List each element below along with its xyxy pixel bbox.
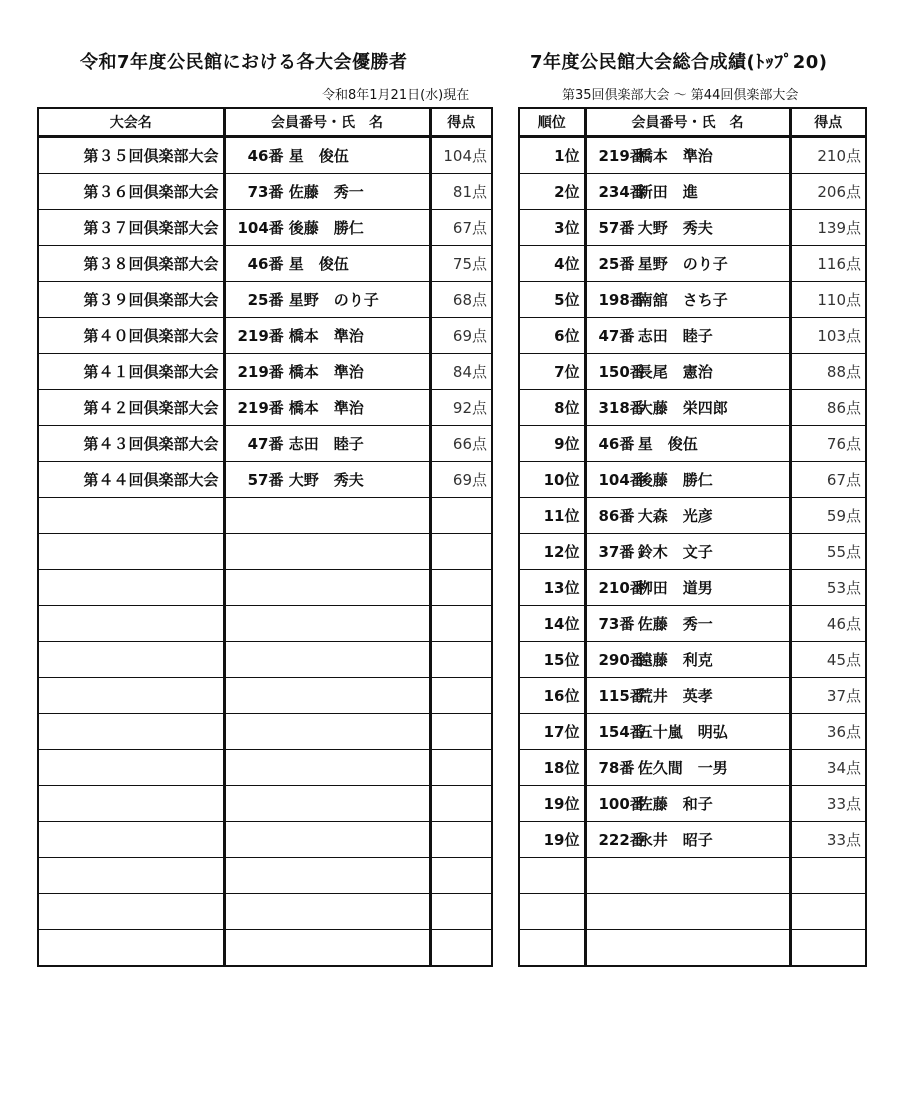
- member-cell: [224, 390, 430, 426]
- score-cell: 33点: [790, 822, 866, 858]
- table-row: [519, 282, 866, 318]
- empty-row: [38, 498, 492, 534]
- member-number: 154番: [598, 723, 645, 741]
- header-rank: 順位: [519, 108, 585, 137]
- empty-row: [38, 894, 492, 930]
- member-name: 遠藤 利克: [637, 651, 713, 669]
- rank-cell: 3位: [519, 210, 585, 246]
- member-name: 星 俊伍: [637, 435, 698, 453]
- member-cell: [224, 318, 430, 354]
- score-cell: 34点: [790, 750, 866, 786]
- member-cell: [585, 642, 790, 678]
- score-cell: 69点: [430, 318, 492, 354]
- rank-cell: 7位: [519, 354, 585, 390]
- score-cell: 88点: [790, 354, 866, 390]
- empty-cell: [224, 534, 430, 570]
- member-cell: [585, 534, 790, 570]
- score-cell: 104点: [430, 137, 492, 174]
- empty-cell: [585, 858, 790, 894]
- empty-cell: [430, 930, 492, 967]
- member-name: 佐藤 秀一: [288, 183, 364, 201]
- table-row: [38, 210, 492, 246]
- right-range-note: 第35回倶楽部大会 〜 第44回倶楽部大会: [562, 88, 799, 103]
- empty-row: [38, 606, 492, 642]
- score-cell: 116点: [790, 246, 866, 282]
- table-row: [519, 174, 866, 210]
- member-number: 46番: [247, 147, 284, 165]
- member-name: 大野 秀夫: [288, 471, 364, 489]
- table-row: [519, 570, 866, 606]
- member-name: 星野 のり子: [637, 255, 728, 273]
- table-row: [38, 137, 492, 174]
- member-cell: [585, 354, 790, 390]
- member-name: 志田 睦子: [637, 327, 713, 345]
- empty-cell: [224, 930, 430, 967]
- score-cell: 66点: [430, 426, 492, 462]
- empty-cell: [430, 858, 492, 894]
- overall-ranking-table: [518, 107, 867, 967]
- member-cell: [224, 246, 430, 282]
- rank-cell: 13位: [519, 570, 585, 606]
- member-name: 栁田 道男: [637, 579, 713, 597]
- empty-cell: [790, 894, 866, 930]
- table-row: [38, 462, 492, 498]
- rank-cell: 17位: [519, 714, 585, 750]
- member-cell: [224, 174, 430, 210]
- winners-table: [37, 107, 493, 967]
- competition-name: 第４３回倶楽部大会: [38, 426, 224, 462]
- table-row: [519, 318, 866, 354]
- empty-cell: [224, 858, 430, 894]
- table-row: [519, 714, 866, 750]
- member-number: 25番: [598, 255, 635, 273]
- member-cell: [585, 462, 790, 498]
- member-name: 橋本 準治: [637, 147, 713, 165]
- score-cell: 69点: [430, 462, 492, 498]
- rank-cell: 18位: [519, 750, 585, 786]
- rank-cell: 16位: [519, 678, 585, 714]
- member-number: 37番: [598, 543, 635, 561]
- table-row: [519, 822, 866, 858]
- empty-row: [38, 678, 492, 714]
- empty-cell: [38, 786, 224, 822]
- winners-table-header: [38, 108, 492, 137]
- table-row: [519, 246, 866, 282]
- rank-cell: 19位: [519, 786, 585, 822]
- empty-cell: [224, 678, 430, 714]
- table-row: [519, 750, 866, 786]
- score-cell: 92点: [430, 390, 492, 426]
- header-competition: 大会名: [38, 108, 224, 137]
- member-cell: [585, 678, 790, 714]
- member-number: 47番: [247, 435, 284, 453]
- member-number: 73番: [247, 183, 284, 201]
- empty-cell: [224, 714, 430, 750]
- member-cell: [585, 750, 790, 786]
- member-cell: [224, 462, 430, 498]
- score-cell: 37点: [790, 678, 866, 714]
- empty-cell: [38, 570, 224, 606]
- empty-cell: [224, 750, 430, 786]
- table-row: [38, 354, 492, 390]
- member-number: 57番: [598, 219, 635, 237]
- empty-cell: [38, 858, 224, 894]
- empty-cell: [38, 606, 224, 642]
- member-cell: [224, 426, 430, 462]
- member-number: 78番: [598, 759, 635, 777]
- score-cell: 75点: [430, 246, 492, 282]
- member-cell: [585, 137, 790, 174]
- member-cell: [585, 246, 790, 282]
- empty-cell: [224, 894, 430, 930]
- score-cell: 46点: [790, 606, 866, 642]
- table-row: [519, 137, 866, 174]
- member-cell: [224, 210, 430, 246]
- rank-cell: 6位: [519, 318, 585, 354]
- table-row: [519, 390, 866, 426]
- empty-cell: [38, 822, 224, 858]
- empty-cell: [224, 822, 430, 858]
- member-name: 新田 進: [637, 183, 698, 201]
- competition-name: 第３５回倶楽部大会: [38, 137, 224, 174]
- member-cell: [224, 354, 430, 390]
- empty-row: [38, 930, 492, 967]
- right-title: 7年度公民館大会総合成績(ﾄｯﾌﾟ20): [530, 52, 828, 73]
- member-number: 25番: [247, 291, 284, 309]
- member-name: 佐久間 一男: [637, 759, 728, 777]
- competition-name: 第３９回倶楽部大会: [38, 282, 224, 318]
- rank-cell: 5位: [519, 282, 585, 318]
- rank-cell: 15位: [519, 642, 585, 678]
- rank-cell: 1位: [519, 137, 585, 174]
- empty-row: [38, 858, 492, 894]
- header-member: 会員番号・氏 名: [224, 108, 430, 137]
- score-cell: 86点: [790, 390, 866, 426]
- member-name: 永井 昭子: [637, 831, 713, 849]
- score-cell: 103点: [790, 318, 866, 354]
- empty-row: [38, 786, 492, 822]
- table-row: [519, 786, 866, 822]
- table-row: [38, 318, 492, 354]
- member-name: 橋本 準治: [288, 363, 364, 381]
- member-number: 210番: [598, 579, 645, 597]
- empty-row: [38, 534, 492, 570]
- score-cell: 110点: [790, 282, 866, 318]
- table-row: [519, 534, 866, 570]
- member-number: 46番: [598, 435, 635, 453]
- member-number: 318番: [598, 399, 645, 417]
- member-name: 大森 光彦: [637, 507, 713, 525]
- empty-cell: [224, 498, 430, 534]
- empty-cell: [430, 750, 492, 786]
- empty-cell: [790, 858, 866, 894]
- competition-name: 第３７回倶楽部大会: [38, 210, 224, 246]
- member-number: 219番: [237, 327, 284, 345]
- empty-cell: [790, 930, 866, 967]
- member-cell: [585, 426, 790, 462]
- empty-cell: [38, 498, 224, 534]
- score-cell: 67点: [790, 462, 866, 498]
- score-cell: 206点: [790, 174, 866, 210]
- table-row: [38, 174, 492, 210]
- rank-cell: 8位: [519, 390, 585, 426]
- score-cell: 59点: [790, 498, 866, 534]
- empty-cell: [224, 606, 430, 642]
- member-name: 南舘 さち子: [637, 291, 728, 309]
- empty-cell: [585, 930, 790, 967]
- rank-cell: 19位: [519, 822, 585, 858]
- rank-cell: 14位: [519, 606, 585, 642]
- empty-cell: [38, 642, 224, 678]
- member-name: 長尾 憲治: [637, 363, 713, 381]
- score-cell: 84点: [430, 354, 492, 390]
- member-cell: [585, 714, 790, 750]
- empty-cell: [224, 642, 430, 678]
- rank-cell: 9位: [519, 426, 585, 462]
- score-cell: 36点: [790, 714, 866, 750]
- table-row: [38, 390, 492, 426]
- empty-cell: [430, 714, 492, 750]
- empty-cell: [430, 822, 492, 858]
- member-cell: [585, 822, 790, 858]
- member-cell: [585, 174, 790, 210]
- competition-name: 第４４回倶楽部大会: [38, 462, 224, 498]
- empty-cell: [38, 894, 224, 930]
- empty-cell: [519, 858, 585, 894]
- member-number: 198番: [598, 291, 645, 309]
- score-cell: 68点: [430, 282, 492, 318]
- member-name: 佐藤 和子: [637, 795, 713, 813]
- score-cell: 55点: [790, 534, 866, 570]
- empty-cell: [519, 930, 585, 967]
- table-row: [519, 678, 866, 714]
- table-row: [519, 426, 866, 462]
- member-number: 234番: [598, 183, 645, 201]
- member-cell: [224, 137, 430, 174]
- score-cell: 67点: [430, 210, 492, 246]
- empty-cell: [430, 606, 492, 642]
- empty-cell: [38, 534, 224, 570]
- table-row: [38, 426, 492, 462]
- member-name: 鈴木 文子: [637, 543, 713, 561]
- member-number: 150番: [598, 363, 645, 381]
- empty-row: [38, 750, 492, 786]
- empty-cell: [519, 894, 585, 930]
- table-row: [519, 498, 866, 534]
- rank-cell: 11位: [519, 498, 585, 534]
- empty-cell: [430, 678, 492, 714]
- left-title: 令和7年度公民館における各大会優勝者: [80, 52, 408, 73]
- member-number: 222番: [598, 831, 645, 849]
- member-cell: [585, 570, 790, 606]
- empty-cell: [224, 570, 430, 606]
- member-name: 五十嵐 明弘: [637, 723, 728, 741]
- rank-cell: 10位: [519, 462, 585, 498]
- member-cell: [585, 390, 790, 426]
- member-cell: [585, 498, 790, 534]
- member-name: 志田 睦子: [288, 435, 364, 453]
- score-cell: 76点: [790, 426, 866, 462]
- empty-cell: [38, 930, 224, 967]
- empty-cell: [430, 534, 492, 570]
- header-score: 得点: [790, 108, 866, 137]
- left-date-note: 令和8年1月21日(水)現在: [322, 88, 470, 103]
- member-number: 46番: [247, 255, 284, 273]
- empty-cell: [430, 786, 492, 822]
- score-cell: 139点: [790, 210, 866, 246]
- empty-cell: [38, 750, 224, 786]
- score-cell: 81点: [430, 174, 492, 210]
- member-name: 荒井 英孝: [637, 687, 713, 705]
- empty-cell: [430, 642, 492, 678]
- competition-name: 第３８回倶楽部大会: [38, 246, 224, 282]
- competition-name: 第４１回倶楽部大会: [38, 354, 224, 390]
- member-number: 219番: [237, 399, 284, 417]
- member-name: 大藤 栄四郎: [637, 399, 728, 417]
- member-number: 290番: [598, 651, 645, 669]
- empty-row: [519, 858, 866, 894]
- score-cell: 45点: [790, 642, 866, 678]
- member-number: 86番: [598, 507, 635, 525]
- member-number: 73番: [598, 615, 635, 633]
- member-cell: [224, 282, 430, 318]
- empty-cell: [430, 570, 492, 606]
- member-cell: [585, 318, 790, 354]
- member-name: 佐藤 秀一: [637, 615, 713, 633]
- header-score: 得点: [430, 108, 492, 137]
- competition-name: 第４２回倶楽部大会: [38, 390, 224, 426]
- empty-cell: [38, 678, 224, 714]
- empty-row: [38, 822, 492, 858]
- score-cell: 33点: [790, 786, 866, 822]
- empty-row: [38, 714, 492, 750]
- member-number: 115番: [598, 687, 645, 705]
- competition-name: 第４０回倶楽部大会: [38, 318, 224, 354]
- score-cell: 210点: [790, 137, 866, 174]
- member-number: 219番: [237, 363, 284, 381]
- table-row: [519, 462, 866, 498]
- score-cell: 53点: [790, 570, 866, 606]
- empty-cell: [38, 714, 224, 750]
- table-row: [519, 210, 866, 246]
- member-name: 橋本 準治: [288, 327, 364, 345]
- member-name: 橋本 準治: [288, 399, 364, 417]
- empty-cell: [585, 894, 790, 930]
- empty-cell: [224, 786, 430, 822]
- member-name: 大野 秀夫: [637, 219, 713, 237]
- member-name: 星 俊伍: [288, 147, 349, 165]
- member-number: 219番: [598, 147, 645, 165]
- rank-cell: 12位: [519, 534, 585, 570]
- competition-name: 第３６回倶楽部大会: [38, 174, 224, 210]
- ranking-table-header: [519, 108, 866, 137]
- table-row: [38, 246, 492, 282]
- rank-cell: 4位: [519, 246, 585, 282]
- empty-row: [519, 894, 866, 930]
- member-number: 104番: [598, 471, 645, 489]
- header-member: 会員番号・氏 名: [585, 108, 790, 137]
- empty-cell: [430, 894, 492, 930]
- member-number: 100番: [598, 795, 645, 813]
- member-name: 後藤 勝仁: [288, 219, 364, 237]
- member-cell: [585, 282, 790, 318]
- member-name: 後藤 勝仁: [637, 471, 713, 489]
- member-cell: [585, 606, 790, 642]
- member-cell: [585, 210, 790, 246]
- empty-row: [38, 570, 492, 606]
- member-number: 57番: [247, 471, 284, 489]
- table-row: [38, 282, 492, 318]
- rank-cell: 2位: [519, 174, 585, 210]
- table-row: [519, 606, 866, 642]
- member-number: 104番: [237, 219, 284, 237]
- member-name: 星 俊伍: [288, 255, 349, 273]
- member-name: 星野 のり子: [288, 291, 379, 309]
- empty-row: [38, 642, 492, 678]
- member-cell: [585, 786, 790, 822]
- member-number: 47番: [598, 327, 635, 345]
- table-row: [519, 354, 866, 390]
- empty-cell: [430, 498, 492, 534]
- table-row: [519, 642, 866, 678]
- empty-row: [519, 930, 866, 967]
